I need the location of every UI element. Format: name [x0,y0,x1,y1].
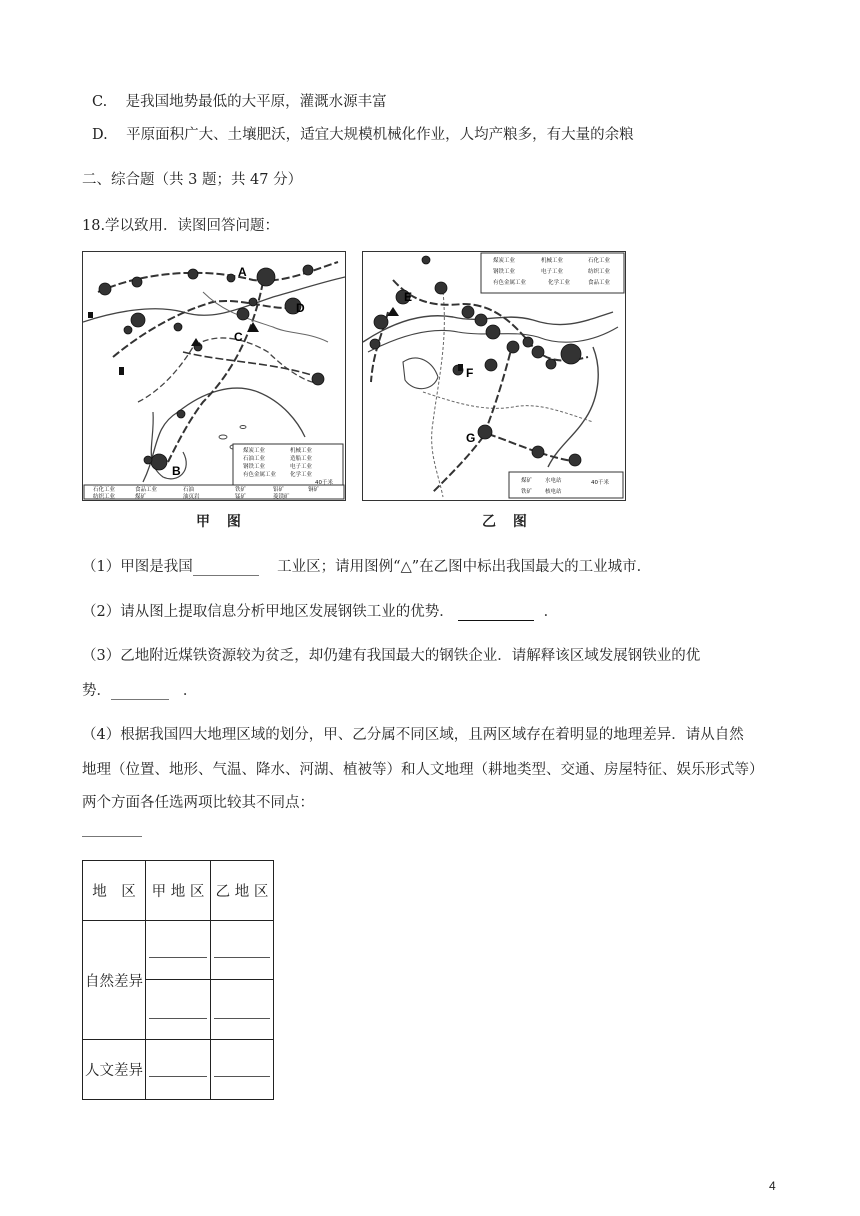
map-yi [362,251,626,501]
section-heading: 二、综合题（共 3 题；共 47 分） [82,172,303,188]
legend-jia-13: 铜矿 [308,487,320,493]
page-number: 4 [769,1179,776,1193]
table-cell[interactable] [146,1040,211,1100]
legend-jia-3: 造船工业 [290,456,313,462]
legend-yi-7: 化学工业 [548,280,571,286]
legend-jia-6: 有色金属工业 [243,472,277,478]
legend-jia-2: 石油工业 [243,456,266,462]
map-yi-caption: 乙 图 [482,514,533,530]
legend-jia-7: 化学工业 [290,472,313,478]
legend-jia-12: 铝矿 [273,487,285,493]
map-jia-caption: 甲 图 [196,514,247,530]
option-text: 是我国地势最低的大平原，灌溉水源丰富 [125,94,387,110]
table-cell[interactable] [211,980,274,1040]
option-d [92,123,634,144]
scale-jia: 40千米 [315,480,333,486]
map-yi-drawing [363,252,625,500]
legend-yi-4: 电子工业 [541,269,564,275]
legend-jia-15: 煤矿 [135,494,147,500]
table-row-human: 人文差异 [83,1040,146,1100]
answer-blank[interactable] [111,699,169,700]
map-jia [82,251,346,501]
map-label-a: A [238,265,247,279]
question-3-line-2: 势． ． [82,683,198,699]
legend-jia-0: 煤炭工业 [243,448,266,454]
map-label-f: F [466,366,474,380]
legend-jia-11: 铁矿 [235,487,247,493]
option-text: 平原面积广大、土壤肥沃，适宜大规模机械化作业，人均产粮多，有大量的余粮 [126,127,634,143]
table-header-jia: 甲 地 区 [146,861,211,921]
question-3-line-1: （3）乙地附近煤铁资源较为贫乏，却仍建有我国最大的钢铁企业．请解释该区域发展钢铁业的优 [82,648,701,664]
legend-jia-1: 机械工业 [290,448,313,454]
legend-jia-4: 钢铁工业 [243,464,266,470]
option-letter: D. [92,127,108,143]
legend-jia-14: 纺织工业 [93,494,116,500]
legend-yi-3: 钢铁工业 [493,269,516,275]
map-label-e: E [404,290,413,304]
question-2: （2）请从图上提取信息分析甲地区发展钢铁工业的优势． ． [82,604,559,620]
legend-yi-11: 铁矿 [521,489,533,495]
option-letter: C. [92,94,108,110]
map-label-g: G [466,431,476,445]
table-header-region: 地 区 [83,861,146,921]
legend-jia-10: 石油 [183,487,195,493]
table-cell[interactable] [211,1040,274,1100]
legend-yi-10: 水电站 [545,478,562,484]
legend-jia-17: 锰矿 [235,494,247,500]
legend-jia-18: 菱镁矿 [273,494,290,500]
answer-blank[interactable] [193,575,259,576]
question-4-line-1: （4）根据我国四大地理区域的划分，甲、乙分属不同区域，且两区域存在着明显的地理差异．请从自然 [82,727,744,743]
map-label-d: D [296,301,305,315]
legend-yi-2: 石化工业 [588,258,611,264]
legend-jia-16: 油页岩 [183,494,200,500]
table-cell[interactable] [146,921,211,980]
question-4-line-3: 两个方面各任选两项比较其不同点： [82,795,314,811]
legend-jia-9: 食品工业 [135,487,158,493]
comparison-table [82,860,274,1100]
question-title: 18.学以致用．读图回答问题： [82,218,280,234]
legend-yi-1: 机械工业 [541,258,564,264]
legend-jia-5: 电子工业 [290,464,313,470]
table-cell[interactable] [211,921,274,980]
legend-yi-5: 纺织工业 [588,269,611,275]
question-1: （1）甲图是我国 工业区；请用图例“△”在乙图中标出我国最大的工业城市． [82,559,652,575]
legend-yi-12: 核电站 [545,489,562,495]
legend-yi-8: 食品工业 [588,280,611,286]
option-c [92,90,387,111]
legend-yi-6: 有色金属工业 [493,280,527,286]
scale-yi: 40千米 [591,480,609,486]
legend-yi-9: 煤矿 [521,478,533,484]
legend-jia-8: 石化工业 [93,487,116,493]
answer-blank[interactable] [82,836,142,837]
legend-yi-0: 煤炭工业 [493,258,516,264]
question-4-line-2: 地理（位置、地形、气温、降水、河湖、植被等）和人文地理（耕地类型、交通、房屋特征、娱乐形式等） [82,762,764,778]
map-label-c: C [234,330,243,344]
map-label-b: B [172,464,181,478]
table-cell[interactable] [146,980,211,1040]
map-jia-drawing [83,252,345,500]
table-row-natural: 自然差异 [83,921,146,1040]
table-header-yi: 乙 地 区 [211,861,274,921]
answer-blank[interactable] [458,620,534,621]
